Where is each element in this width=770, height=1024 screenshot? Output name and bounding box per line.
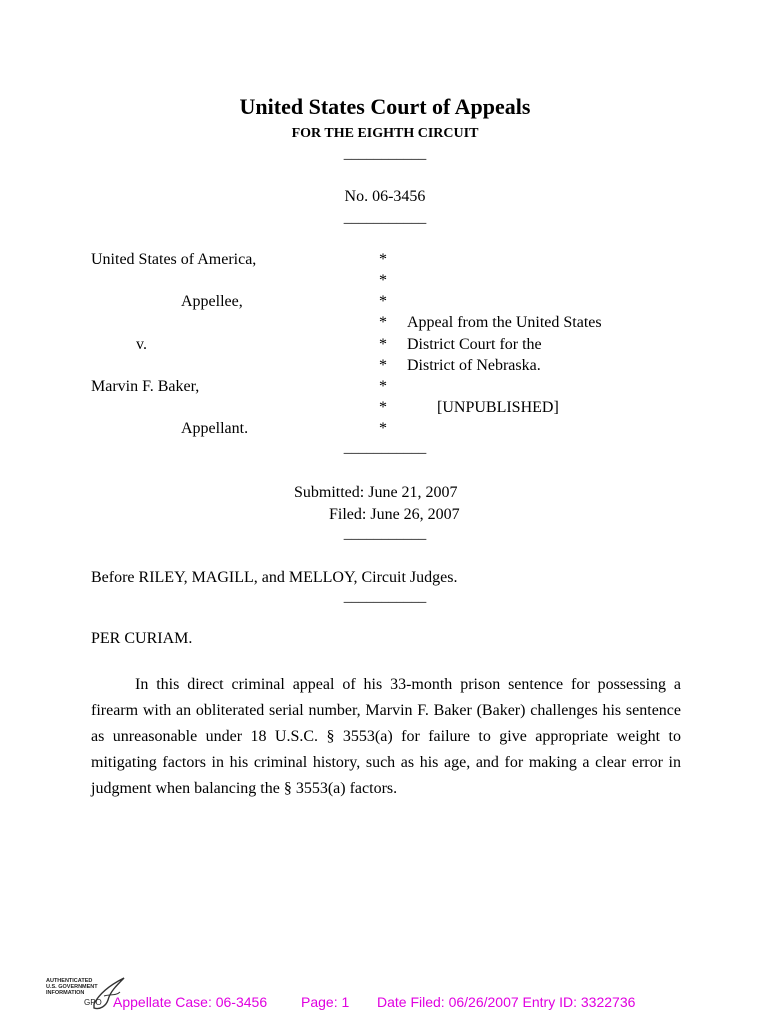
per-curiam-heading: PER CURIAM. — [91, 630, 193, 647]
seal-line: INFORMATION — [46, 990, 85, 996]
plaintiff-name: United States of America, — [91, 251, 257, 268]
versus: v. — [136, 336, 147, 353]
appeal-origin-line: District Court for the — [407, 336, 542, 353]
gpo-mark: GPO — [84, 998, 102, 1007]
footer-case: Appellate Case: 06-3456 — [113, 994, 268, 1010]
seal-text — [46, 978, 98, 996]
separator-rule: ___________ — [343, 146, 427, 162]
caption-star: * — [379, 272, 387, 289]
appeal-origin-line: District of Nebraska. — [407, 357, 541, 374]
caption-star: * — [379, 420, 387, 437]
caption-star: * — [379, 293, 387, 310]
caption-star: * — [379, 251, 387, 268]
court-title: United States Court of Appeals — [239, 94, 531, 119]
panel-judges: Before RILEY, MAGILL, and MELLOY, Circuit Judges. — [91, 569, 458, 586]
separator-rule: ___________ — [343, 589, 427, 605]
seal-line: AUTHENTICATED — [46, 978, 93, 984]
defendant-role: Appellant. — [181, 420, 249, 437]
filed-date: Filed: June 26, 2007 — [329, 506, 460, 523]
unpublished-label: [UNPUBLISHED] — [437, 399, 559, 416]
defendant-name: Marvin F. Baker, — [91, 378, 200, 395]
opinion-text: In this direct criminal appeal of his 33-month prison sentence for possessing a firearm with an obliterated serial number, Marvin F. Baker (Baker) challenges his sentence as unreasonable under 18 U.S.C. § 3553(a) for failure to give appropriate weight to mitigating factors in his criminal history, such as his age, and for making a clear error in judgment when balancing the § 3553(a) factors. — [91, 676, 681, 797]
separator-rule: ___________ — [343, 526, 427, 542]
separator-rule: ___________ — [343, 210, 427, 226]
caption-star: * — [379, 378, 387, 395]
caption-star: * — [379, 314, 387, 331]
circuit-subtitle: FOR THE EIGHTH CIRCUIT — [291, 126, 479, 141]
separator-rule: ___________ — [343, 440, 427, 456]
caption-star: * — [379, 336, 387, 353]
caption-star: * — [379, 357, 387, 374]
caption-star: * — [379, 399, 387, 416]
submitted-date: Submitted: June 21, 2007 — [294, 484, 458, 501]
opinion-paragraph — [91, 672, 681, 802]
appeal-origin-line: Appeal from the United States — [407, 314, 602, 331]
case-number: No. 06-3456 — [344, 188, 426, 205]
footer-filed: Date Filed: 06/26/2007 Entry ID: 3322736 — [377, 994, 636, 1010]
footer-page: Page: 1 — [301, 994, 350, 1010]
seal-line: U.S. GOVERNMENT — [46, 984, 98, 990]
plaintiff-role: Appellee, — [181, 293, 243, 310]
